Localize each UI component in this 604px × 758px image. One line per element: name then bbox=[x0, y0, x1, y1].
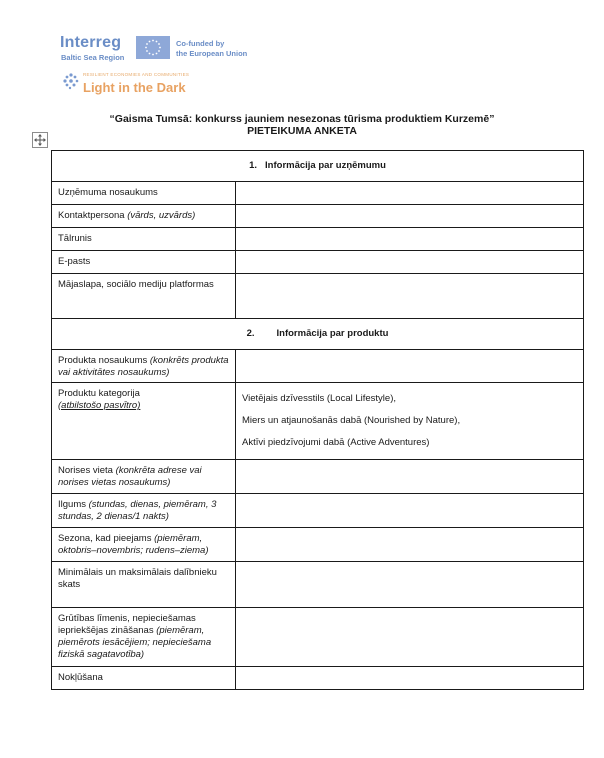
access-label bbox=[52, 667, 236, 690]
field-hint: (stundas, dienas, piemēram, 3 stundas, 2 dienas/1 nakts) bbox=[58, 499, 217, 522]
table-row bbox=[52, 274, 584, 319]
document-subtitle: PIETEIKUMA ANKETA bbox=[247, 125, 357, 137]
location-input[interactable] bbox=[236, 460, 583, 473]
section-1-heading: Informācija par uzņēmumu bbox=[265, 160, 386, 171]
section-2-number: 2. bbox=[246, 328, 255, 339]
company-name-field[interactable] bbox=[236, 182, 584, 205]
section-header-row bbox=[52, 319, 584, 350]
product-name-field[interactable] bbox=[236, 350, 584, 383]
company-name-label bbox=[52, 182, 236, 205]
eu-line-2: the European Union bbox=[176, 49, 248, 58]
field-label: Produktu kategorija bbox=[58, 388, 140, 399]
category-option-nourished-by-nature[interactable]: Miers un atjaunošanās dabā (Nourished by Nature), bbox=[242, 415, 461, 426]
field-label: Sezona, kad pieejams bbox=[58, 533, 152, 544]
access-input[interactable] bbox=[236, 667, 583, 680]
field-label: Mājaslapa, sociālo mediju platformas bbox=[58, 279, 214, 290]
light-in-the-dark-logo bbox=[62, 71, 282, 99]
field-label: Produkta nosaukums bbox=[58, 355, 148, 366]
section-2-heading: Informācija par produktu bbox=[276, 328, 389, 339]
email-input[interactable] bbox=[236, 251, 583, 264]
table-row bbox=[52, 528, 584, 562]
eu-flag-icon bbox=[136, 36, 170, 59]
table-row bbox=[52, 350, 584, 383]
location-label bbox=[52, 460, 236, 494]
website-input[interactable] bbox=[236, 274, 583, 287]
company-name-input[interactable] bbox=[236, 182, 583, 195]
season-field[interactable] bbox=[236, 528, 584, 562]
season-input[interactable] bbox=[236, 528, 583, 541]
field-label: Uzņēmuma nosaukums bbox=[58, 187, 158, 198]
field-hint: (konkrēts produkta vai aktivitātes nosaukums) bbox=[58, 355, 229, 378]
dot-cluster-logo bbox=[62, 72, 80, 90]
field-hint: (atbilstošo pasvītro) bbox=[58, 400, 141, 411]
lid-title: Light in the Dark bbox=[83, 80, 186, 95]
lid-caption: RESILIENT ECONOMIES AND COMMUNITIES bbox=[83, 72, 190, 77]
category-label bbox=[52, 383, 236, 460]
table-row bbox=[52, 182, 584, 205]
table-row bbox=[52, 228, 584, 251]
category-options bbox=[236, 383, 584, 460]
phone-input[interactable] bbox=[236, 228, 583, 241]
field-label: Tālrunis bbox=[58, 233, 92, 244]
website-label bbox=[52, 274, 236, 319]
eu-line-1: Co-funded by bbox=[176, 39, 225, 48]
field-label: Minimālais un maksimālais dalībnieku skats bbox=[58, 567, 217, 590]
eu-cofunded-text bbox=[176, 39, 247, 59]
category-option-active-adventures[interactable]: Aktīvi piedzīvojumi dabā (Active Adventures) bbox=[242, 437, 430, 448]
move-arrows-icon[interactable] bbox=[32, 132, 48, 148]
email-field[interactable] bbox=[236, 251, 584, 274]
field-hint: (vārds, uzvārds) bbox=[127, 210, 196, 221]
participants-input[interactable] bbox=[236, 562, 583, 575]
contact-person-input[interactable] bbox=[236, 205, 583, 218]
product-name-label bbox=[52, 350, 236, 383]
application-form-table bbox=[51, 150, 584, 690]
document-title: “Gaisma Tumsā: konkurss jauniem nesezonas tūrisma produktiem Kurzemē” bbox=[109, 113, 495, 125]
participants-label bbox=[52, 562, 236, 608]
interreg-region: Baltic Sea Region bbox=[61, 53, 125, 62]
field-hint: (konkrēta adrese vai norises vietas nosaukums) bbox=[58, 465, 202, 488]
table-row bbox=[52, 205, 584, 228]
interreg-wordmark: Interreg bbox=[60, 34, 122, 51]
phone-field[interactable] bbox=[236, 228, 584, 251]
table-row bbox=[52, 562, 584, 608]
section-1-header bbox=[52, 151, 584, 182]
participants-field[interactable] bbox=[236, 562, 584, 608]
duration-field[interactable] bbox=[236, 494, 584, 528]
location-field[interactable] bbox=[236, 460, 584, 494]
interreg-logo bbox=[60, 34, 280, 66]
table-row bbox=[52, 608, 584, 667]
table-row bbox=[52, 667, 584, 690]
contact-person-label bbox=[52, 205, 236, 228]
field-hint: (piemēram, piemērots iesācējiem; nepieciešama fiziskā sagatavotība) bbox=[58, 625, 212, 660]
section-2-header bbox=[52, 319, 584, 350]
season-label bbox=[52, 528, 236, 562]
category-option-local-lifestyle[interactable]: Vietējais dzīvesstils (Local Lifestyle), bbox=[242, 393, 396, 404]
product-name-input[interactable] bbox=[236, 350, 583, 363]
field-label: E-pasts bbox=[58, 256, 91, 267]
table-row bbox=[52, 494, 584, 528]
table-row bbox=[52, 460, 584, 494]
field-label: Norises vieta bbox=[58, 465, 113, 476]
access-field[interactable] bbox=[236, 667, 584, 690]
field-label: Grūtības līmenis, nepieciešamas iepriekšējas zināšanas bbox=[58, 613, 196, 636]
field-label: Ilgums bbox=[58, 499, 86, 510]
section-header-row bbox=[52, 151, 584, 182]
section-1-number: 1. bbox=[249, 160, 258, 171]
duration-label bbox=[52, 494, 236, 528]
difficulty-field[interactable] bbox=[236, 608, 584, 667]
phone-label bbox=[52, 228, 236, 251]
website-field[interactable] bbox=[236, 274, 584, 319]
email-label bbox=[52, 251, 236, 274]
table-row bbox=[52, 251, 584, 274]
contact-person-field[interactable] bbox=[236, 205, 584, 228]
table-row bbox=[52, 383, 584, 460]
field-label: Nokļūšana bbox=[58, 672, 103, 683]
difficulty-label bbox=[52, 608, 236, 667]
field-hint: (piemēram, oktobris–novembris; rudens–ziema) bbox=[58, 533, 209, 556]
difficulty-input[interactable] bbox=[236, 608, 583, 621]
duration-input[interactable] bbox=[236, 494, 583, 507]
field-label: Kontaktpersona bbox=[58, 210, 125, 221]
